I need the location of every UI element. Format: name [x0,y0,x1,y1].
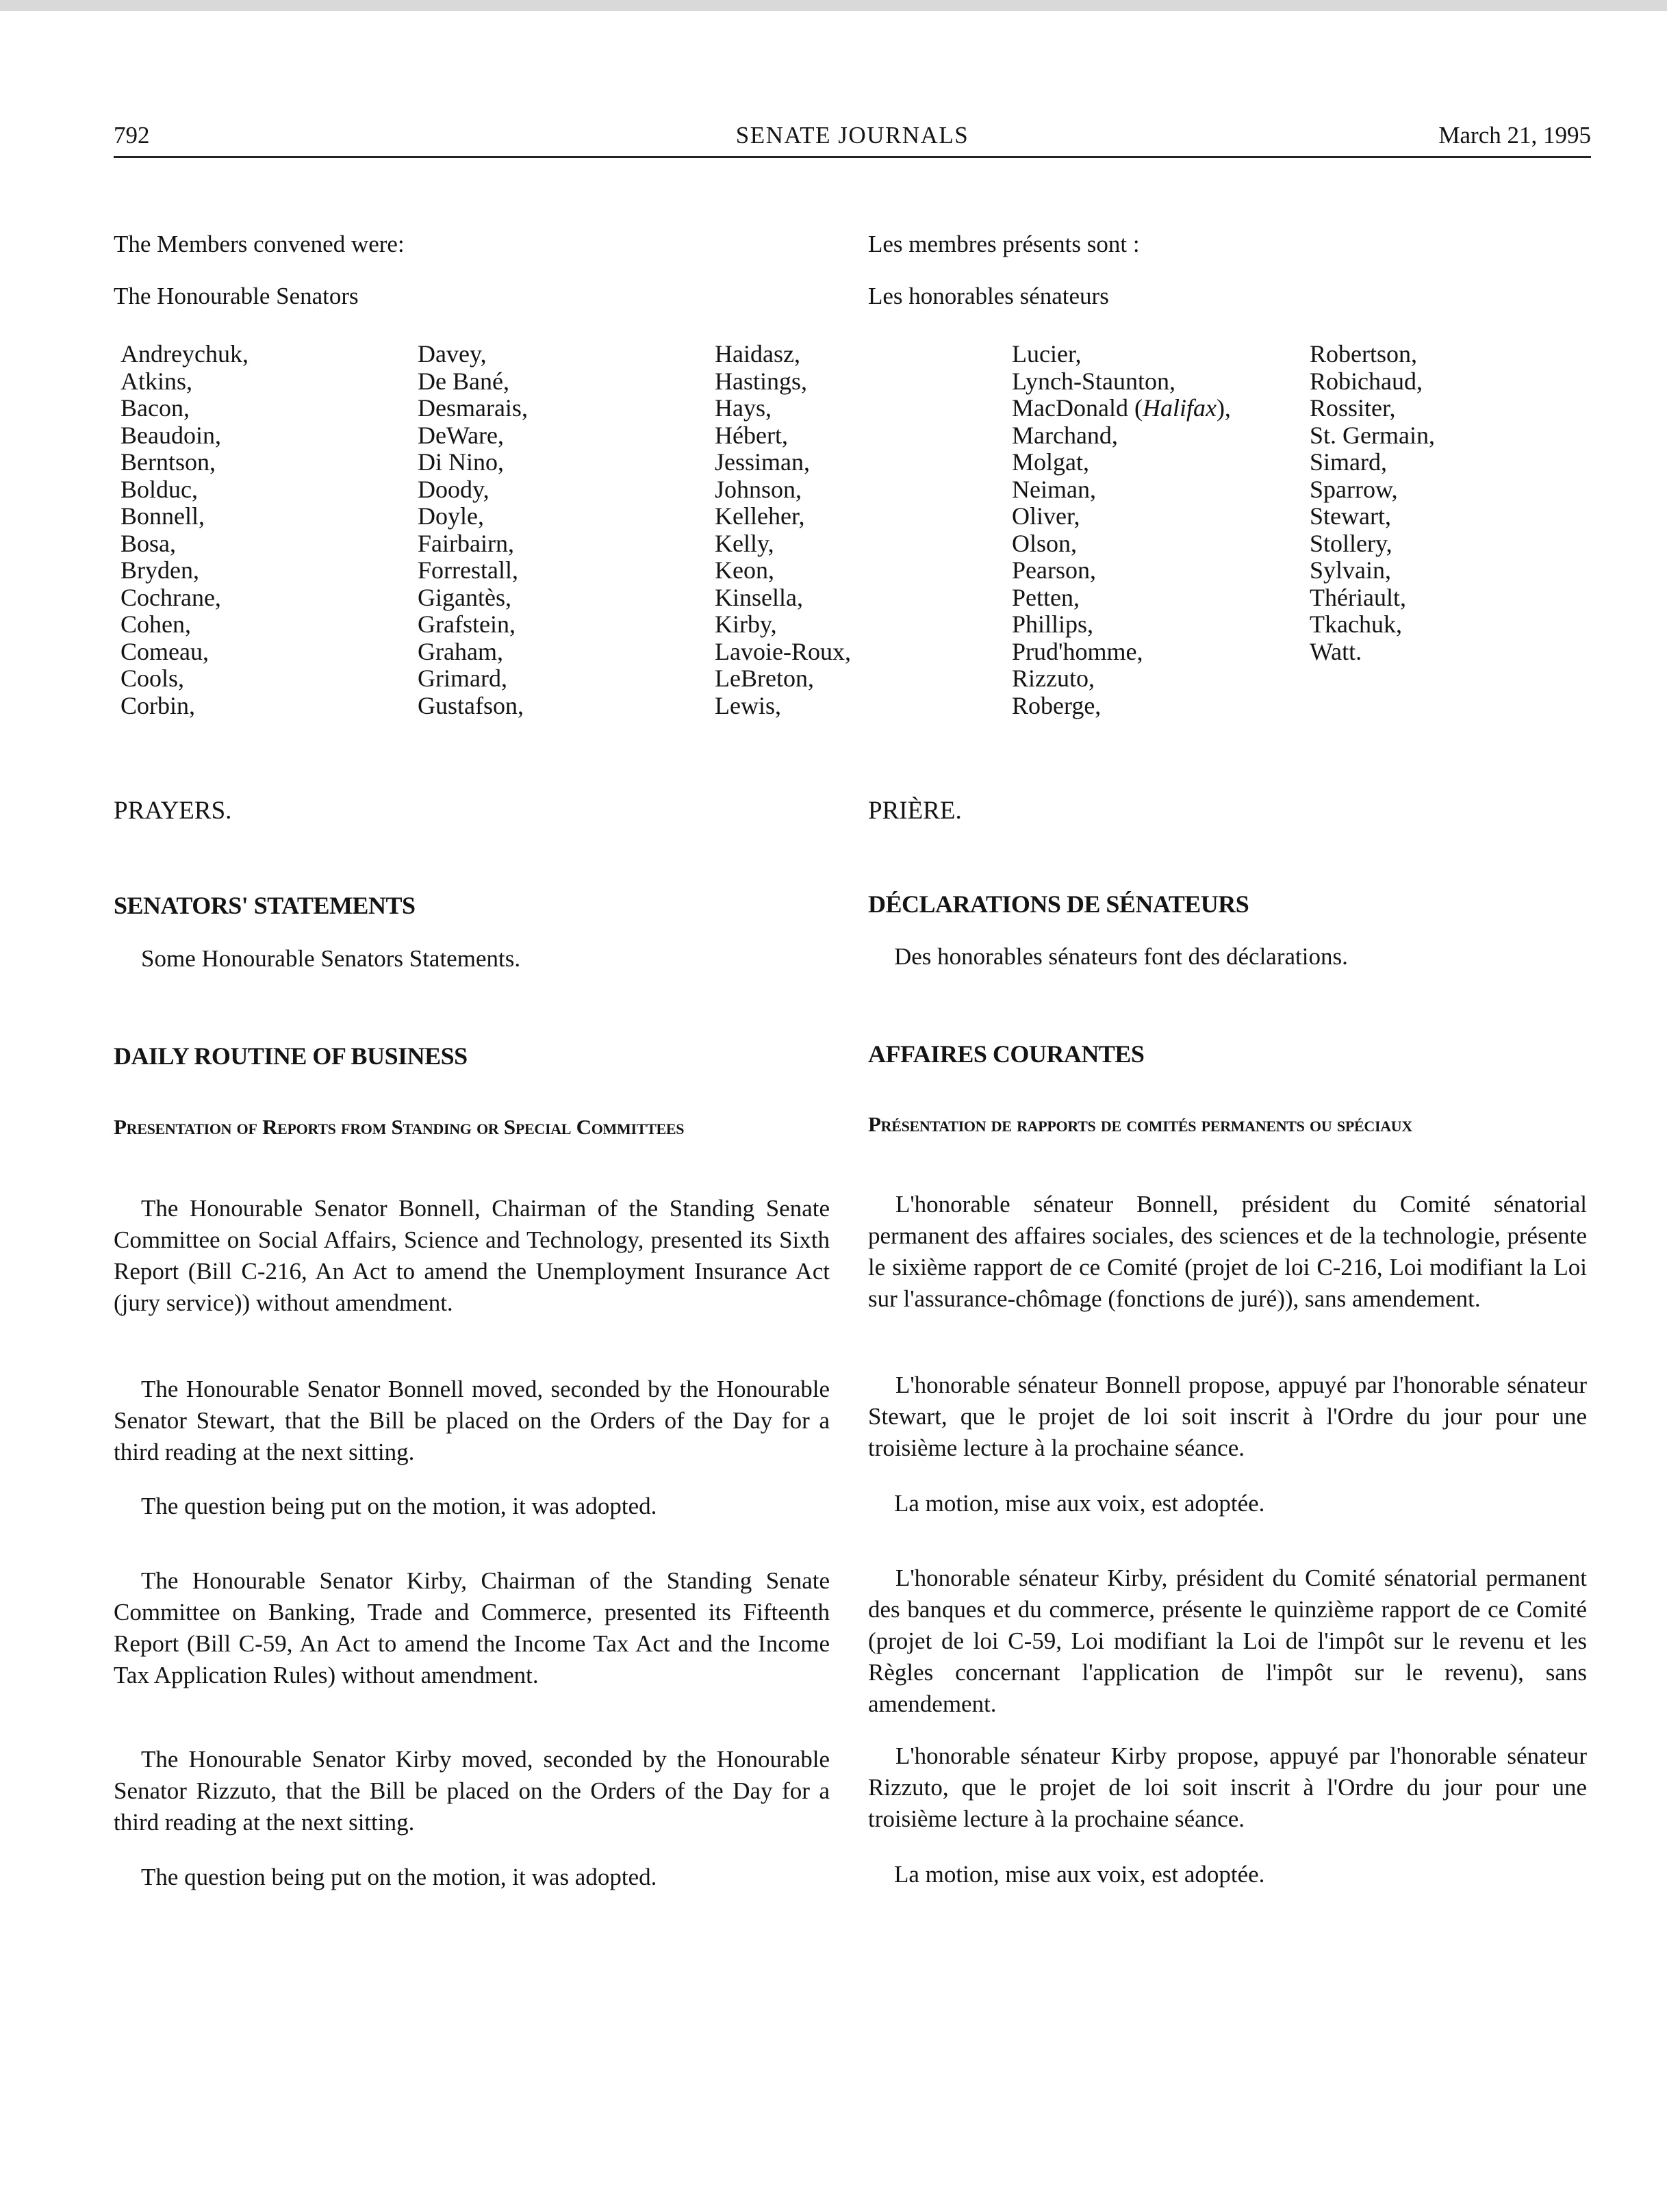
senator-name: Johnson, [715,475,802,503]
senator-name: Gustafson, [418,691,524,719]
senator-name: Robichaud, [1310,367,1423,395]
senator-name: Berntson, [120,448,216,476]
page-header [114,122,1591,156]
journal-date: March 21, 1995 [1438,122,1591,149]
senator-name: St. Germain, [1310,421,1435,449]
senator-name: Robertson, [1310,340,1417,368]
senator-name: Comeau, [120,637,209,665]
senator-name: Gigantès, [418,583,511,611]
senator-column-4 [1012,341,1231,719]
senator-name: Stewart, [1310,502,1391,530]
senator-column-5 [1310,341,1435,665]
paragraph-fr-adopted-2: La motion, mise aux voix, est adoptée. [894,1861,1265,1888]
senator-name: Pearson, [1012,556,1096,584]
senator-name: Beaudoin, [120,421,221,449]
members-convened-fr: Les membres présents sont : [868,231,1140,257]
senator-name: Bosa, [120,529,176,557]
paragraph-en-bonnell-motion: The Honourable Senator Bonnell moved, seconded by the Honourable Senator Stewart, that the Bill be placed on the Orders of the Day for a third reading at the next sitting. [114,1376,830,1465]
senator-name: Lynch-Staunton, [1012,367,1175,395]
senator-name: Kelleher, [715,502,805,530]
senator-name: Stollery, [1310,529,1392,557]
senator-name: Marchand, [1012,421,1118,449]
senator-name: Lucier, [1012,340,1082,368]
honourable-senators-en: The Honourable Senators [114,283,359,309]
senator-name: Oliver, [1012,502,1080,530]
senator-name: Atkins, [120,367,193,395]
senator-name: Cohen, [120,610,191,638]
senator-name-qualifier: Halifax [1142,394,1217,422]
senator-name: Davey, [418,340,487,368]
paragraph-fr-kirby-report: L'honorable sénateur Kirby, président du Comité sénatorial permanent des banques et du commerce, présente le quinzième rapport de ce Comité (projet de loi C-59, Loi modifiant la Loi de l'impôt sur le revenu et les Règles concernant l'application de l'impôt sur le revenu), sans amendement. [868,1565,1587,1717]
senator-name: Bacon, [120,394,190,422]
senator-name: Cochrane, [120,583,221,611]
senator-name: Lavoie-Roux, [715,637,851,665]
statements-heading-fr: DÉCLARATIONS DE SÉNATEURS [868,890,1249,918]
senator-name: Desmarais, [418,394,528,422]
senator-name: Bryden, [120,556,199,584]
senator-name: Corbin, [120,691,196,719]
senator-name: Hébert, [715,421,788,449]
senator-name: Kirby, [715,610,777,638]
senator-name: Grafstein, [418,610,516,638]
header-rule [114,156,1591,158]
senator-name: Molgat, [1012,448,1089,476]
senator-column-1 [120,341,249,719]
paragraph-fr-kirby-motion: L'honorable sénateur Kirby propose, appuyé par l'honorable sénateur Rizzuto, que le projet de loi soit inscrit à l'Ordre du jour pour une troisième lecture à la prochaine séance. [868,1742,1587,1832]
reports-subheading-fr: Présentation de rapports de comités permanents ou spéciaux [868,1112,1412,1136]
prayers-fr: PRIÈRE. [868,797,962,825]
senator-name: Bonnell, [120,502,205,530]
senator-name: Thériault, [1310,583,1406,611]
senator-name: Hays, [715,394,772,422]
senator-name: Doody, [418,475,489,503]
paragraph-fr-bonnell-report: L'honorable sénateur Bonnell, président du Comité sénatorial permanent des affaires sociales, des sciences et de la technologie, présente le sixième rapport de ce Comité (projet de loi C-216, Loi modifiant la Loi sur l'assurance-chômage (fonctions de juré)), sans amendement. [868,1191,1587,1312]
routine-heading-fr: AFFAIRES COURANTES [868,1040,1145,1068]
senator-name: Prud'homme, [1012,637,1143,665]
senator-name: Simard, [1310,448,1387,476]
senator-name: Doyle, [418,502,484,530]
senator-name: Roberge, [1012,691,1102,719]
routine-heading-en: DAILY ROUTINE OF BUSINESS [114,1042,468,1070]
senator-name: Olson, [1012,529,1078,557]
paragraph-fr-adopted-1: La motion, mise aux voix, est adoptée. [894,1490,1265,1517]
senator-name: Di Nino, [418,448,504,476]
scan-top-band [0,0,1667,11]
paragraph-en-bonnell-report: The Honourable Senator Bonnell, Chairman of the Standing Senate Committee on Social Affairs, Science and Technology, presented its Sixth Report (Bill C-216, An Act to amend the Unemployment Insurance Act (jury service)) without amendment. [114,1195,830,1316]
statements-heading-en: SENATORS' STATEMENTS [114,892,416,919]
paragraph-en-kirby-motion: The Honourable Senator Kirby moved, seconded by the Honourable Senator Rizzuto, that the Bill be placed on the Orders of the Day for a third reading at the next sitting. [114,1746,830,1836]
senator-name: Hastings, [715,367,807,395]
senator-name-macdonald: MacDonald (Halifax), [1012,394,1231,422]
senator-name: Grimard, [418,665,507,692]
prayers-en: PRAYERS. [114,797,232,825]
senator-name: Andreychuk, [120,340,249,368]
senator-name: Sylvain, [1310,556,1392,584]
paragraph-en-kirby-report: The Honourable Senator Kirby, Chairman of the Standing Senate Committee on Banking, Trade and Commerce, presented its Fifteenth Report (Bill C-59, An Act to amend the Income Tax Act and the Income Tax Application Rules) without amendment. [114,1567,830,1688]
senator-name: Haidasz, [715,340,800,368]
senator-name: LeBreton, [715,665,814,692]
senator-name: De Bané, [418,367,509,395]
senator-name: Jessiman, [715,448,810,476]
senator-name: Petten, [1012,583,1080,611]
senator-name: Cools, [120,665,185,692]
senator-name: Sparrow, [1310,475,1398,503]
senator-name: Rizzuto, [1012,665,1095,692]
members-convened-en: The Members convened were: [114,231,405,257]
statements-text-en: Some Honourable Senators Statements. [141,945,521,972]
senator-name: Neiman, [1012,475,1096,503]
senator-name: DeWare, [418,421,505,449]
statements-text-fr: Des honorables sénateurs font des déclarations. [894,943,1348,970]
senator-name: Tkachuk, [1310,610,1402,638]
senator-name: Keon, [715,556,774,584]
senator-name: Kelly, [715,529,774,557]
reports-subheading-en: Presentation of Reports from Standing or Special Committees [114,1115,685,1139]
page-number: 792 [114,122,150,149]
senator-name: Lewis, [715,691,781,719]
senator-name: Graham, [418,637,503,665]
paragraph-fr-bonnell-motion: L'honorable sénateur Bonnell propose, appuyé par l'honorable sénateur Stewart, que le projet de loi soit inscrit à l'Ordre du jour pour une troisième lecture à la prochaine séance. [868,1372,1587,1461]
senator-name: Forrestall, [418,556,518,584]
honourable-senators-fr: Les honorables sénateurs [868,283,1109,309]
journal-title: SENATE JOURNALS [735,122,969,149]
paragraph-en-adopted-1: The question being put on the motion, it was adopted. [141,1493,657,1519]
senator-name: Watt. [1310,637,1362,665]
senator-name: Bolduc, [120,475,198,503]
senator-name: Fairbairn, [418,529,514,557]
senator-column-3 [715,341,851,719]
senator-column-2 [418,341,528,719]
paragraph-en-adopted-2: The question being put on the motion, it was adopted. [141,1864,657,1890]
senator-name: Rossiter, [1310,394,1396,422]
senator-name: Phillips, [1012,610,1094,638]
senator-name: Kinsella, [715,583,803,611]
